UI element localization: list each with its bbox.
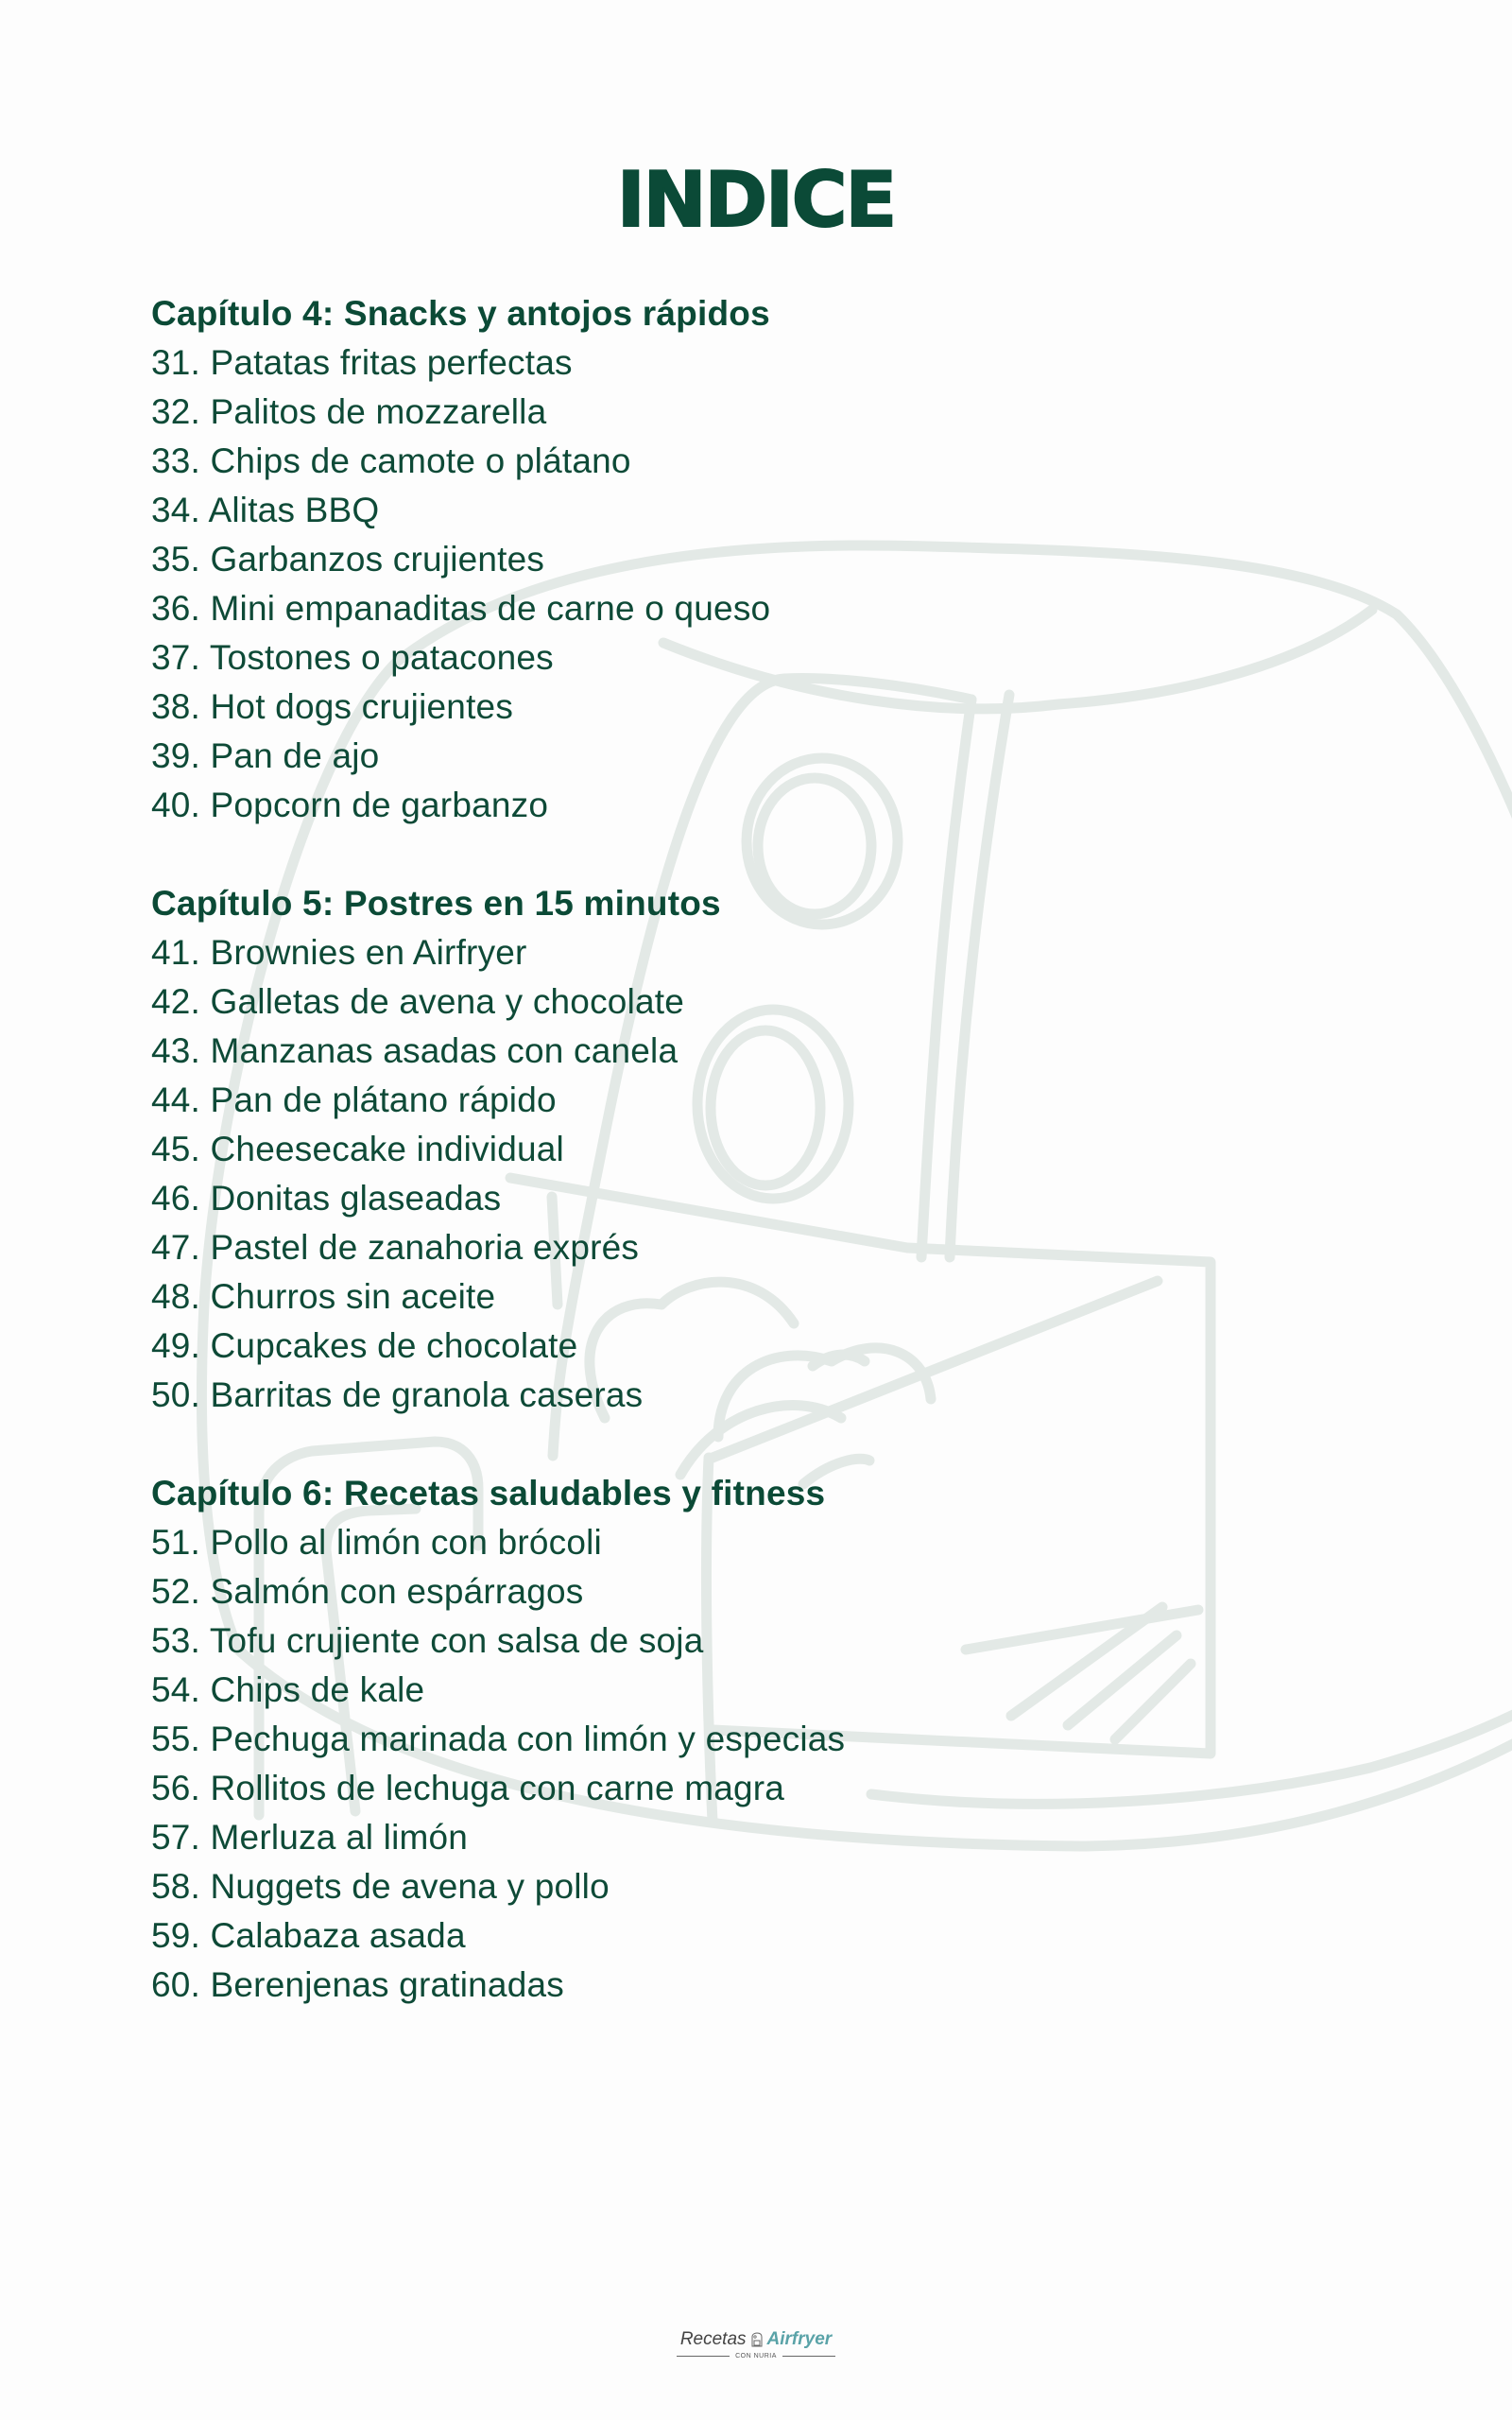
chapter-5 xyxy=(151,879,845,1420)
logo-text-airfryer: Airfryer xyxy=(766,2329,833,2349)
list-item: 49. Cupcakes de chocolate xyxy=(151,1326,578,1365)
page-title: INDICE xyxy=(616,155,896,244)
list-item: 47. Pastel de zanahoria exprés xyxy=(151,1228,640,1267)
list-item: 36. Mini empanaditas de carne o queso xyxy=(151,589,771,628)
list-item: 37. Tostones o patacones xyxy=(151,638,554,677)
logo-subtitle xyxy=(677,2353,835,2360)
table-of-contents xyxy=(151,289,845,2059)
logo-rule-right xyxy=(782,2356,835,2357)
list-item: 54. Chips de kale xyxy=(151,1670,425,1709)
airfryer-icon xyxy=(749,2331,765,2348)
chapter-4 xyxy=(151,289,845,830)
list-item: 46. Donitas glaseadas xyxy=(151,1179,502,1218)
airfryer-basket-hatch-2 xyxy=(1068,1635,1177,1725)
list-item: 50. Barritas de granola caseras xyxy=(151,1375,644,1414)
list-item: 51. Pollo al limón con brócoli xyxy=(151,1523,602,1562)
list-item: 55. Pechuga marinada con limón y especias xyxy=(151,1720,846,1758)
list-item: 40. Popcorn de garbanzo xyxy=(151,786,549,824)
list-item: 32. Palitos de mozzarella xyxy=(151,392,547,431)
logo-subtitle-text: CON NURIA xyxy=(735,2353,777,2360)
logo-rule-left xyxy=(677,2356,730,2357)
list-item: 35. Garbanzos crujientes xyxy=(151,540,545,579)
list-item: 34. Alitas BBQ xyxy=(151,491,380,529)
list-item: 53. Tofu crujiente con salsa de soja xyxy=(151,1621,704,1660)
chapter-heading: Capítulo 6: Recetas saludables y fitness xyxy=(151,1474,826,1512)
list-item: 42. Galletas de avena y chocolate xyxy=(151,982,685,1021)
list-item: 39. Pan de ajo xyxy=(151,736,380,775)
list-item: 56. Rollitos de lechuga con carne magra xyxy=(151,1769,785,1807)
logo-row xyxy=(680,2327,832,2352)
list-item: 43. Manzanas asadas con canela xyxy=(151,1031,679,1070)
logo-text-recetas: Recetas xyxy=(679,2329,747,2349)
chapter-6 xyxy=(151,1469,845,2010)
list-item: 57. Merluza al limón xyxy=(151,1818,469,1857)
airfryer-panel-right xyxy=(921,700,971,1257)
list-item: 38. Hot dogs crujientes xyxy=(151,687,514,726)
list-item: 58. Nuggets de avena y pollo xyxy=(151,1867,610,1906)
list-item: 31. Patatas fritas perfectas xyxy=(151,343,573,382)
list-item: 60. Berenjenas gratinadas xyxy=(151,1965,564,2004)
footer-logo xyxy=(0,2327,1512,2360)
list-item: 52. Salmón con espárragos xyxy=(151,1572,584,1611)
list-item: 41. Brownies en Airfryer xyxy=(151,933,527,972)
chapter-heading: Capítulo 4: Snacks y antojos rápidos xyxy=(151,294,770,333)
chapter-heading: Capítulo 5: Postres en 15 minutos xyxy=(151,884,721,923)
list-item: 33. Chips de camote o plátano xyxy=(151,441,631,480)
list-item: 44. Pan de plátano rápido xyxy=(151,1080,557,1119)
list-item: 59. Calabaza asada xyxy=(151,1916,466,1955)
list-item: 45. Cheesecake individual xyxy=(151,1130,564,1168)
list-item: 48. Churros sin aceite xyxy=(151,1277,496,1316)
